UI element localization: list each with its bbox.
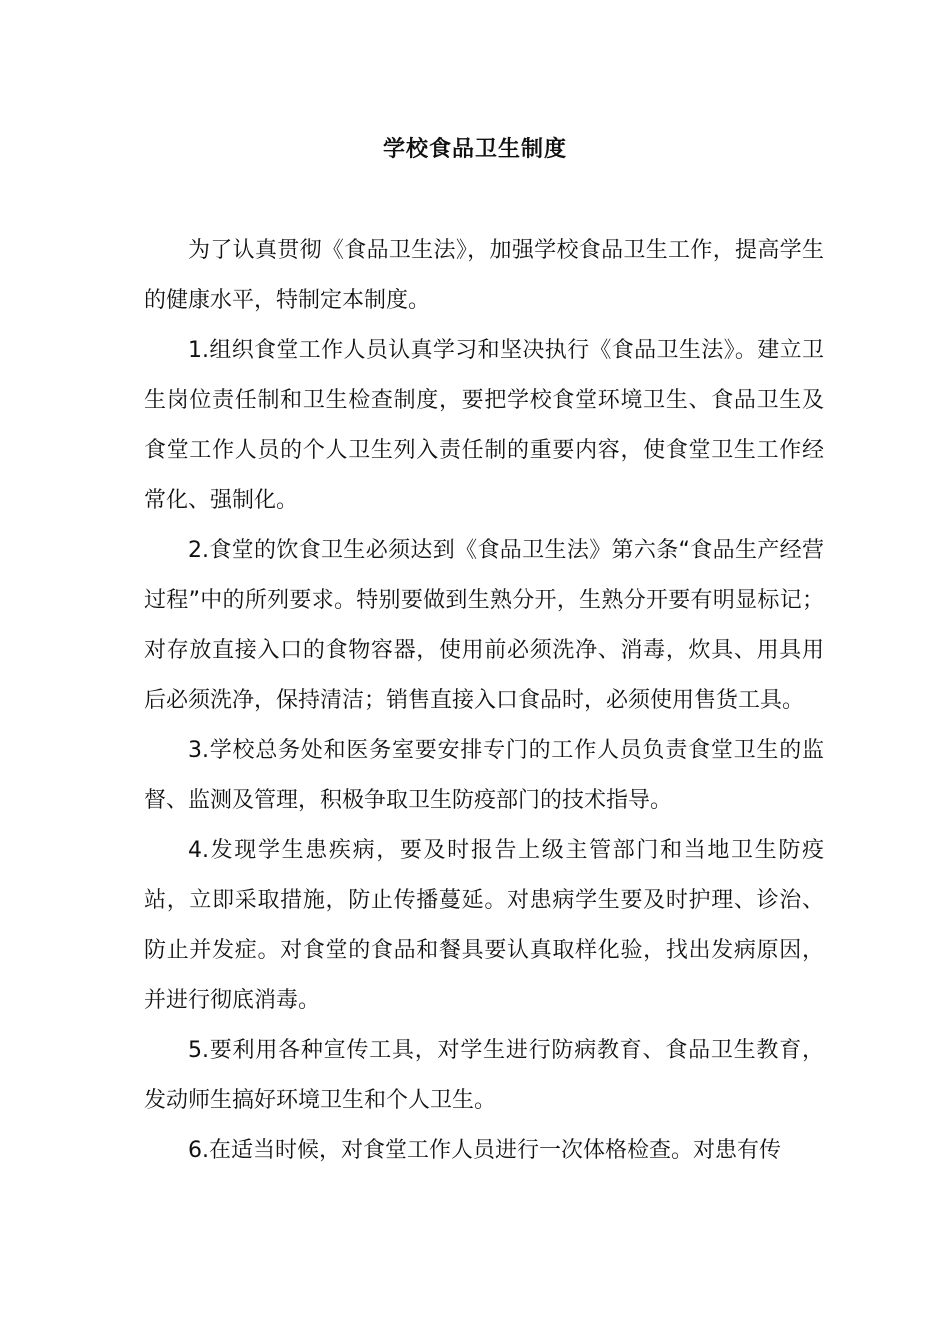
paragraph-item-3: 3.学校总务处和医务室要安排专门的工作人员负责食堂卫生的监督、监测及管理，积极争取卫生防疫部门的技术指导。 xyxy=(144,738,824,813)
paragraph-intro: 为了认真贯彻《食品卫生法》，加强学校食品卫生工作，提高学生的健康水平，特制定本制度。 xyxy=(144,238,824,313)
page-title: 学校食品卫生制度 xyxy=(382,137,567,162)
paragraph-item-5: 5.要利用各种宣传工具，对学生进行防病教育、食品卫生教育，发动师生搞好环境卫生和个人卫生。 xyxy=(144,1038,824,1113)
paragraph-item-6: 6.在适当时候，对食堂工作人员进行一次体格检查。对患有传 xyxy=(188,1138,781,1163)
paragraph-item-1: 1.组织食堂工作人员认真学习和坚决执行《食品卫生法》。建立卫生岗位责任制和卫生检查制度，要把学校食堂环境卫生、食品卫生及食堂工作人员的个人卫生列入责任制的重要内容，使食堂卫生工作经常化、强制化。 xyxy=(144,338,824,513)
document-body xyxy=(144,226,824,1176)
paragraph-item-2: 2.食堂的饮食卫生必须达到《食品卫生法》第六条“食品生产经营过程”中的所列要求。特别要做到生熟分开，生熟分开要有明显标记；对存放直接入口的食物容器，使用前必须洗净、消毒，炊具、用具用后必须洗净，保持清洁；销售直接入口食品时，必须使用售货工具。 xyxy=(144,538,824,713)
paragraph-item-4: 4.发现学生患疾病，要及时报告上级主管部门和当地卫生防疫站，立即采取措施，防止传播蔓延。对患病学生要及时护理、诊治、防止并发症。对食堂的食品和餐具要认真取样化验，找出发病原因，并进行彻底消毒。 xyxy=(144,838,824,1013)
